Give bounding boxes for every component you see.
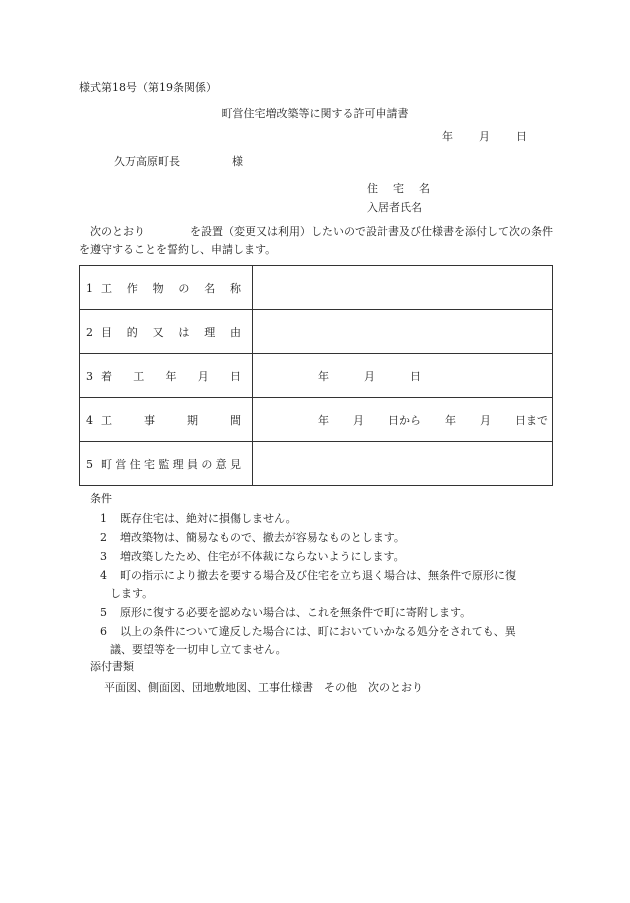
period-end-year-label: 年 — [445, 413, 456, 427]
condition-number: 6 — [100, 625, 107, 638]
period-end-day-label: 日まで — [515, 413, 548, 427]
residence-name-label: 住 宅 名 — [367, 182, 432, 195]
start-month-label: 月 — [364, 369, 375, 383]
item-label: 目的又は理由 — [101, 325, 241, 339]
table-row — [80, 266, 553, 310]
period-start-year-label: 年 — [318, 413, 329, 427]
date-day-label: 日 — [516, 130, 527, 143]
document-title: 町営住宅増改築等に関する許可申請書 — [221, 107, 409, 120]
item-number: 4 — [86, 413, 93, 427]
start-year-label: 年 — [318, 369, 329, 383]
form-number: 様式第18号（第19条関係） — [79, 81, 217, 94]
table-row — [80, 310, 553, 354]
condition-continuation: します。 — [110, 586, 154, 600]
supervisor-opinion-field[interactable] — [253, 442, 553, 486]
item-label-cell — [80, 310, 253, 354]
condition-number: 4 — [100, 569, 107, 582]
item-label-cell — [80, 442, 253, 486]
condition-text: 増改築物は、簡易なもので、撤去が容易なものとします。 — [120, 531, 405, 544]
date-month-label: 月 — [479, 130, 490, 143]
work-period-field[interactable] — [253, 398, 553, 442]
condition-number: 1 — [100, 512, 107, 525]
attachments-list: 平面図、側面図、団地敷地図、工事仕様書 その他 次のとおり — [104, 681, 423, 694]
condition-item — [100, 567, 555, 602]
condition-continuation: 議、要望等を一切申し立てません。 — [110, 642, 287, 656]
condition-text: 増改築したため、住宅が不体裁にならないようにします。 — [120, 550, 405, 563]
condition-item — [100, 623, 555, 658]
item-label: 工事期間 — [101, 413, 241, 427]
date-year-label: 年 — [442, 130, 453, 143]
period-end-month-label: 月 — [480, 413, 491, 427]
application-items-table — [79, 265, 553, 486]
item-number: 2 — [86, 325, 93, 339]
table-row — [80, 354, 553, 398]
start-day-label: 日 — [410, 369, 421, 383]
item-label-cell — [80, 354, 253, 398]
period-start-day-label: 日から — [388, 413, 421, 427]
addressee-name: 久万高原町長 — [114, 155, 180, 168]
item-label: 町営住宅監理員の意見 — [101, 457, 241, 471]
start-date-field[interactable] — [253, 354, 553, 398]
condition-item — [100, 548, 555, 566]
condition-item — [100, 529, 555, 547]
item-number: 3 — [86, 369, 93, 383]
condition-number: 5 — [100, 606, 107, 619]
purpose-field[interactable] — [253, 310, 553, 354]
condition-item — [100, 604, 555, 622]
condition-text: 既存住宅は、絶対に損傷しません。 — [120, 512, 297, 525]
conditions-title: 条件 — [90, 492, 112, 505]
item-number: 1 — [86, 281, 93, 295]
item-label: 工作物の名称 — [101, 281, 241, 295]
table-row — [80, 398, 553, 442]
intro-prefix: 次のとおり — [90, 225, 145, 238]
item-number: 5 — [86, 457, 93, 471]
condition-number: 2 — [100, 531, 107, 544]
honorific: 様 — [232, 155, 243, 168]
condition-text: 町の指示により撤去を要する場合及び住宅を立ち退く場合は、無条件で原形に復 — [120, 569, 516, 582]
item-label-cell — [80, 266, 253, 310]
condition-text: 原形に復する必要を認めない場合は、これを無条件で町に寄附します。 — [120, 606, 472, 619]
period-start-month-label: 月 — [353, 413, 364, 427]
resident-name-label: 入居者氏名 — [367, 201, 422, 214]
condition-number: 3 — [100, 550, 107, 563]
condition-item — [100, 510, 555, 528]
condition-text: 以上の条件について違反した場合には、町においていかなる処分をされても、異 — [120, 625, 516, 638]
intro-paragraph — [79, 223, 559, 258]
structure-name-field[interactable] — [253, 266, 553, 310]
item-label-cell — [80, 398, 253, 442]
item-label: 着工年月日 — [101, 369, 241, 383]
attachments-title: 添付書類 — [90, 660, 134, 673]
application-date — [442, 130, 527, 143]
addressee — [114, 155, 243, 168]
table-row — [80, 442, 553, 486]
intro-text: を設置（変更又は利用）したいので設計書及び仕様書を添付して次の条件を遵守することを誓約し、申請します。 — [79, 225, 553, 256]
